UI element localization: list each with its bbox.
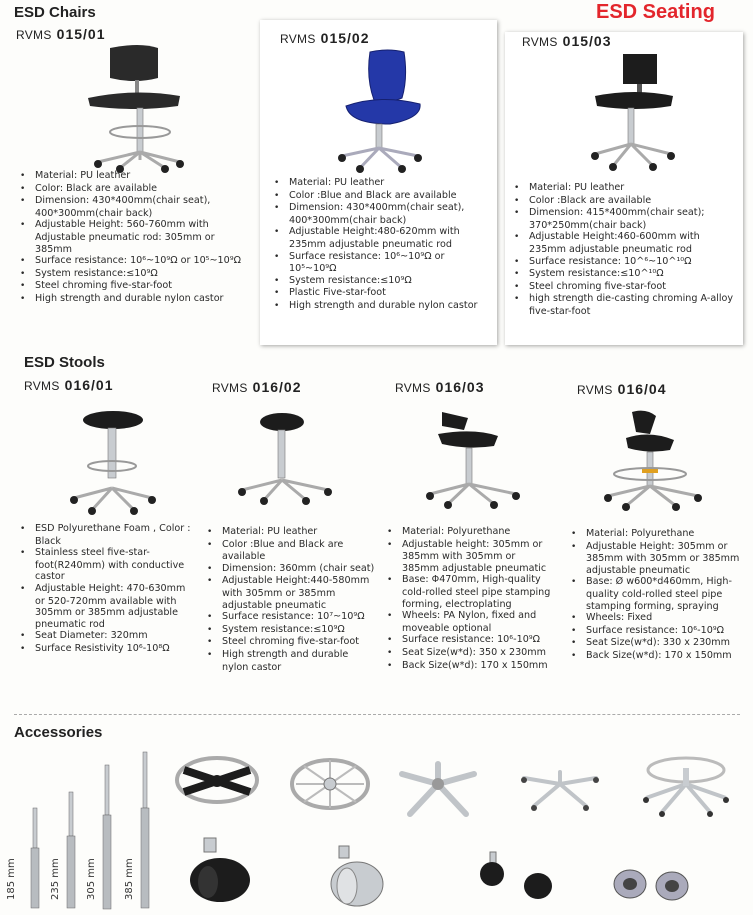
spec-item: • Material: PU leather xyxy=(207,526,375,539)
spec-item: • Adjustable Height:460-600mm with 235mm adjustable pneumatic rod xyxy=(514,231,739,255)
spec-item: • high strength die-casting chroming A-alloy five-star-foot xyxy=(514,293,739,317)
model-number: 015/02 xyxy=(320,30,370,46)
model-number: 016/03 xyxy=(435,379,485,395)
spec-item: • Dimension: 430*400mm(chair seat), 400*300mm(chair back) xyxy=(274,202,494,226)
black-castor-image xyxy=(184,838,256,906)
stool-4-image xyxy=(600,408,710,508)
gas-rod-185-image xyxy=(28,808,42,912)
stool-4-specs xyxy=(571,528,749,663)
model-prefix: RVMS xyxy=(395,381,431,395)
chrome-glides-image xyxy=(608,862,694,906)
spec-item: • Material: PU leather xyxy=(20,170,250,183)
five-star-base-image xyxy=(398,760,478,820)
rod-label-385: 385 mm xyxy=(124,858,135,900)
spec-item: • System resistance:≤10⁹Ω xyxy=(207,624,375,637)
spec-item: • Dimension: 360mm (chair seat) xyxy=(207,563,375,576)
spec-item: • Seat Size(w*d): 350 x 230mm xyxy=(387,647,555,660)
spec-item: • Color :Black are available xyxy=(514,195,739,208)
model-prefix: RVMS xyxy=(577,383,613,397)
spec-item: • Surface resistance: 10⁶-10⁹Ω xyxy=(571,625,749,638)
chair-2-model xyxy=(280,30,369,46)
small-five-star-base-image xyxy=(520,770,600,814)
stool-3-specs xyxy=(387,526,555,672)
model-number: 015/03 xyxy=(562,33,612,49)
spec-item: • Adjustable Height: 560-760mm with Adjustable pneumatic rod: 305mm or 385mm xyxy=(20,219,250,255)
gas-rod-235-image xyxy=(64,792,78,912)
spec-item: • Wheels: PA Nylon, fixed and moveable optional xyxy=(387,610,555,634)
spec-item: • Material: Polyurethane xyxy=(387,526,555,539)
spec-item: • High strength and durable nylon castor xyxy=(274,300,494,313)
gas-rod-385-image xyxy=(138,752,152,912)
spec-item: • Plastic Five-star-foot xyxy=(274,287,494,300)
stool-1-image xyxy=(68,408,158,514)
spec-item: • ESD Polyurethane Foam , Color : Black xyxy=(20,523,195,547)
spec-item: • Surface resistance: 10⁷~10⁹Ω xyxy=(207,611,375,624)
spec-item: • Seat Size(w*d): 330 x 230mm xyxy=(571,637,749,650)
chair-3-image xyxy=(585,50,680,170)
spec-item: • Steel chroming five-star-foot xyxy=(207,636,375,649)
model-number: 015/01 xyxy=(56,26,106,42)
chair-3-model xyxy=(522,33,611,49)
spec-item: • Adjustable height: 305mm or 385mm with 305mm or 385mm adjustable pneumatic xyxy=(387,539,555,575)
spec-item: • Color :Blue and Black are available xyxy=(274,190,494,203)
spec-item: • Dimension: 415*400mm(chair seat); 370*250mm(chair back) xyxy=(514,207,739,231)
spec-item: • Surface resistance: 10⁶-10⁹Ω xyxy=(387,634,555,647)
rod-label-305: 305 mm xyxy=(86,858,97,900)
chair-2-specs xyxy=(274,177,494,313)
stool-2-specs xyxy=(207,526,375,673)
spec-item: • Adjustable Height:440-580mm with 305mm or 385mm adjustable pneumatic xyxy=(207,575,375,611)
spec-item: • System resistance:≤10⁹Ω xyxy=(274,275,494,288)
gas-rod-305-image xyxy=(100,765,114,913)
spec-item: • Base: Ø w600*d460mm, High-quality cold-rolled steel pipe stamping forming, spraying xyxy=(571,576,749,612)
black-footring-image xyxy=(172,752,262,810)
spec-item: • System resistance:≤10^¹⁰Ω xyxy=(514,268,739,281)
spec-item: • Stainless steel five-star-foot(R240mm) with conductive castor xyxy=(20,547,195,583)
model-prefix: RVMS xyxy=(212,381,248,395)
chair-2-image xyxy=(330,48,430,173)
rod-label-235: 235 mm xyxy=(50,858,61,900)
spec-item: • Surface resistance: 10⁶~10⁹Ω or 10⁵~10⁹Ω xyxy=(274,251,494,275)
stool-4-model xyxy=(577,381,666,397)
chrome-castor-image xyxy=(325,846,387,908)
spec-item: • Dimension: 430*400mm(chair seat), 400*300mm(chair back) xyxy=(20,195,250,219)
model-number: 016/04 xyxy=(617,381,667,397)
spec-item: • Color :Blue and Black are available xyxy=(207,539,375,563)
spec-item: • System resistance:≤10⁹Ω xyxy=(20,268,250,281)
chair-3-specs xyxy=(514,182,739,318)
accessories-title: Accessories xyxy=(14,724,103,741)
spec-item: • Material: PU leather xyxy=(514,182,739,195)
base-with-ring-image xyxy=(640,754,732,818)
stool-1-model xyxy=(24,377,113,393)
spec-item: • High strength and durable nylon castor xyxy=(20,293,250,306)
spec-item: • Adjustable Height:480-620mm with 235mm adjustable pneumatic rod xyxy=(274,226,494,250)
spec-item: • Adjustable Height: 470-630mm or 520-720mm available with 305mm or 385mm adjustable pneumatic rod xyxy=(20,583,195,630)
spec-item: • High strength and durable nylon castor xyxy=(207,649,375,673)
spec-item: • Wheels: Fixed xyxy=(571,612,749,625)
spec-item: • Surface resistance: 10⁶~10⁹Ω or 10⁵~10⁹Ω xyxy=(20,255,250,268)
spec-item: • Back Size(w*d): 170 x 150mm xyxy=(387,660,555,673)
stool-2-model xyxy=(212,379,301,395)
spec-item: • Seat Diameter: 320mm xyxy=(20,630,195,643)
spec-item: • Material: Polyurethane xyxy=(571,528,749,541)
spec-item: • Back Size(w*d): 170 x 150mm xyxy=(571,650,749,663)
stool-3-image xyxy=(428,408,528,508)
chrome-footring-image xyxy=(288,754,372,816)
spec-item: • Base: Φ470mm, High-quality cold-rolled steel pipe stamping forming, electroplating xyxy=(387,574,555,610)
stool-3-model xyxy=(395,379,484,395)
stool-1-specs xyxy=(20,523,195,656)
chair-1-specs xyxy=(20,170,250,306)
section-divider xyxy=(14,714,740,716)
model-prefix: RVMS xyxy=(16,28,52,42)
spec-item: • Material: PU leather xyxy=(274,177,494,190)
chairs-section-title: ESD Chairs xyxy=(14,4,96,21)
spec-item: • Surface Resistivity 10⁶-10⁸Ω xyxy=(20,643,195,656)
brand-title: ESD Seating xyxy=(596,1,715,23)
black-glides-image xyxy=(472,852,562,906)
model-number: 016/01 xyxy=(64,377,114,393)
model-prefix: RVMS xyxy=(24,379,60,393)
spec-item: • Steel chroming five-star-foot xyxy=(20,280,250,293)
spec-item: • Steel chroming five-star-foot xyxy=(514,281,739,294)
chair-1-image xyxy=(80,40,200,170)
stool-2-image xyxy=(236,408,336,504)
rod-label-185: 185 mm xyxy=(6,858,17,900)
spec-item: • Surface resistance: 10^⁶~10^¹⁰Ω xyxy=(514,256,739,269)
model-number: 016/02 xyxy=(252,379,302,395)
model-prefix: RVMS xyxy=(522,35,558,49)
model-prefix: RVMS xyxy=(280,32,316,46)
spec-item: • Color: Black are available xyxy=(20,183,250,196)
stools-section-title: ESD Stools xyxy=(24,354,105,371)
spec-item: • Adjustable Height: 305mm or 385mm with 305mm or 385mm adjustable pneumatic xyxy=(571,541,749,577)
